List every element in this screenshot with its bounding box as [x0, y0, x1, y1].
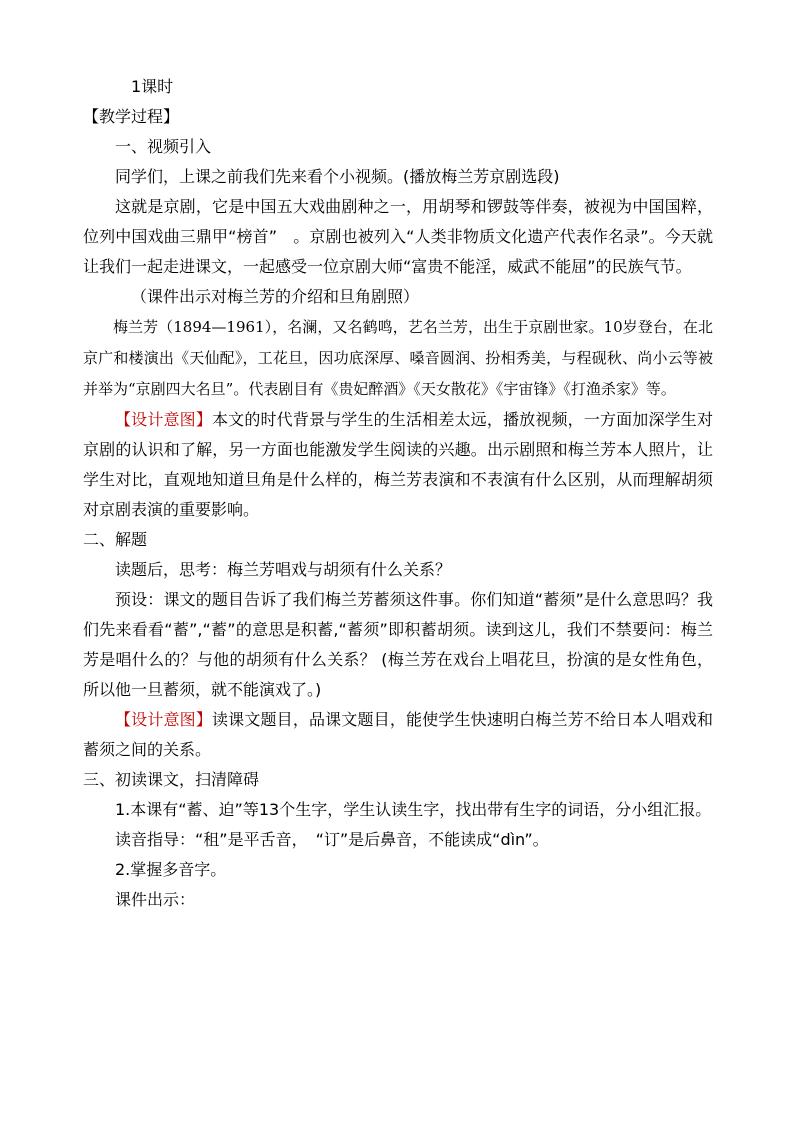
new-characters-item: 1.本课有“蓄、迫”等13个生字，学生认读生字，找出带有生字的词语，分小组汇报。: [115, 800, 712, 819]
peking-opera-paragraph: 这就是京剧，它是中国五大戏曲剧种之一，用胡琴和锣鼓等伴奏，被视为中国国粹，位列中国戏曲三鼎甲“榜首” 。京剧也被列入“人类非物质文化遗产代表作名录”。今天就让我们一起走进课文，一起感受一位京剧大师“富贵不能淫，威武不能屈”的民族气节。: [83, 197, 713, 276]
heading-first-reading: 三、初读课文，扫清障碍: [83, 770, 260, 789]
courseware-show: 课件出示：: [115, 890, 196, 909]
lesson-hours: 1课时: [131, 77, 174, 96]
courseware-note: （课件出示对梅兰芳的介绍和旦角剧照）: [131, 287, 420, 306]
intro-paragraph: 同学们，上课之前我们先来看个小视频。(播放梅兰芳京剧选段): [115, 167, 560, 186]
design-intent-paragraph-1: [83, 405, 713, 525]
heading-title-analysis: 二、解题: [83, 530, 148, 549]
mei-lanfang-bio: 梅兰芳（1894—1961），名澜，又名鹤鸣，艺名兰芳，出生于京剧世家。10岁登台，在北京广和楼演出《天仙配》，工花旦，因功底深厚、嗓音圆润、扮相秀美，与程砚秋、尚小云等被并举为“京剧四大名旦”。代表剧目有《贵妃醉酒》《天女散花》《宇宙锋》《打渔杀家》等。: [83, 318, 713, 398]
polyphonic-item: 2.掌握多音字。: [115, 860, 227, 879]
design-intent-text: 本文的时代背景与学生的生活相差太远，播放视频，一方面加深学生对京剧的认识和了解，另一方面也能激发学生阅读的兴趣。出示剧照和梅兰芳本人照片，让学生对比，直观地知道旦角是什么样的，梅兰芳表演和不表演有什么区别，从而理解胡须对京剧表演的重要影响。: [83, 410, 713, 519]
document-body: [83, 72, 713, 915]
design-intent-label: 【设计意图】: [115, 410, 212, 429]
title-question: 读题后，思考：梅兰芳唱戏与胡须有什么关系？: [115, 560, 452, 579]
design-intent-label: 【设计意图】: [115, 710, 212, 729]
preset-answer: 预设：课文的题目告诉了我们梅兰芳蓄须这件事。你们知道“蓄须”是什么意思吗？我们先来看看“蓄”,“蓄”的意思是积蓄,“蓄须”即积蓄胡须。读到这儿，我们不禁要问：梅兰芳是唱什么的？与他的胡须有什么关系？ (梅兰芳在戏台上唱花旦，扮演的是女性角色，所以他一旦蓄须，就不能演戏了。): [83, 590, 713, 699]
design-intent-paragraph-2: [83, 705, 713, 765]
pronunciation-guide: 读音指导：“租”是平舌音， “订”是后鼻音，不能读成“dìn”。: [115, 830, 549, 849]
design-intent-text: 读课文题目，品课文题目，能使学生快速明白梅兰芳不给日本人唱戏和蓄须之间的关系。: [83, 710, 713, 759]
section-title: 【教学过程】: [83, 107, 180, 126]
heading-video-intro: 一、视频引入: [115, 137, 212, 156]
